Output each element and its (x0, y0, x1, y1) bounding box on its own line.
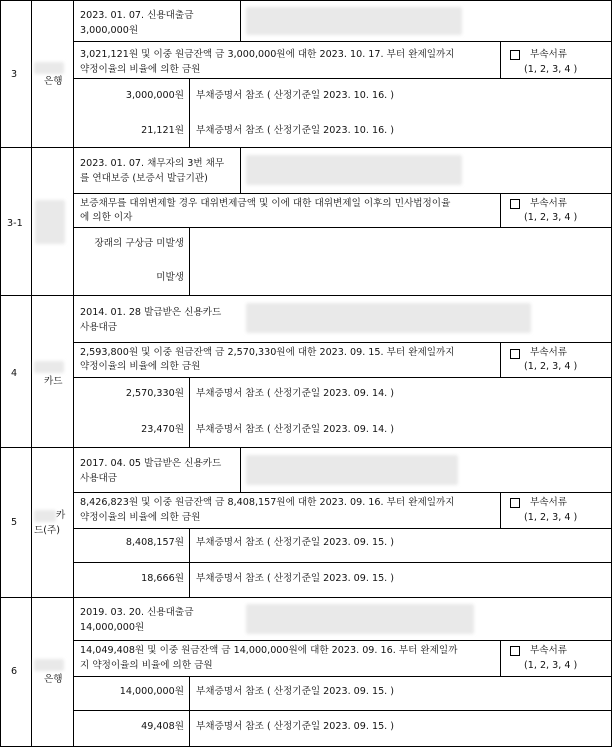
claim-cause-line-1: 보증채무를 대위변제할 경우 대위변제금액 및 이에 대한 대위변제일 이후의 민사법정이율 (80, 198, 451, 209)
attachment-numbers: (1, 2, 3, 4 ) (524, 361, 578, 372)
origin-line-1: 2023. 01. 07. 채무자의 3번 채무 (80, 158, 225, 169)
row-separator (0, 147, 612, 148)
origin-detail-redacted (246, 155, 462, 185)
origin-line-1: 2019. 03. 20. 신용대출금 (80, 607, 194, 618)
column-divider-no (31, 0, 32, 747)
attachment-label: 부속서류 (530, 347, 568, 358)
claim-cause-line-1: 14,049,408원 및 이중 원금잔액 금 14,000,000원에 대한 2023. 09. 16. 부터 완제일까 (80, 645, 458, 656)
claim-cause-line-1: 2,593,800원 및 이중 원금잔액 금 2,570,330원에 대한 2023. 09. 15. 부터 완제일까지 (80, 347, 455, 358)
origin-detail-redacted (246, 455, 458, 485)
origin-line-2: 사용대금 (80, 473, 118, 484)
table-border-top (0, 0, 612, 1)
origin-line-2: 사용대금 (80, 322, 118, 333)
claim-cause-line-1: 3,021,121원 및 이중 원금잔액 금 3,000,000원에 대한 2023. 10. 17. 부터 완제일까지 (80, 49, 455, 60)
row-separator (0, 295, 612, 296)
creditor-name-suffix: 카드 (44, 376, 63, 387)
origin-detail-redacted (246, 7, 462, 35)
amount-basis: 부채증명서 참조 ( 산정기준일 2023. 10. 16. ) (196, 125, 395, 136)
origin-detail-redacted (246, 604, 474, 634)
attachment-numbers: (1, 2, 3, 4 ) (524, 212, 578, 223)
attachment-checkbox[interactable] (510, 50, 520, 60)
future-claim-status: 장래의 구상금 미발생 (94, 238, 184, 249)
attachment-checkbox[interactable] (510, 349, 520, 359)
attachment-checkbox[interactable] (510, 498, 520, 508)
interest-amount: 21,121원 (141, 125, 184, 136)
creditor-name-redacted (34, 361, 64, 373)
interest-amount: 18,666원 (141, 573, 184, 584)
amount-basis: 부채증명서 참조 ( 산정기준일 2023. 09. 14. ) (196, 424, 395, 435)
claim-cause-line-2: 약정이율의 비율에 의한 금원 (80, 361, 201, 372)
origin-line-1: 2023. 01. 07. 신용대출금 (80, 10, 194, 21)
origin-line-2: 3,000,000원 (80, 25, 139, 36)
creditor-name-suffix: 은행 (44, 674, 63, 685)
origin-detail-redacted (246, 303, 531, 333)
attachment-label: 부속서류 (530, 49, 568, 60)
attachment-label: 부속서류 (530, 198, 568, 209)
amount-basis: 부채증명서 참조 ( 산정기준일 2023. 10. 16. ) (196, 90, 395, 101)
creditor-name-redacted (35, 200, 65, 244)
origin-line-1: 2014. 01. 28 발급받은 신용카드 (80, 307, 222, 318)
creditor-name-suffix: 드(주) (34, 525, 61, 536)
amount-basis: 부채증명서 참조 ( 산정기준일 2023. 09. 15. ) (196, 537, 395, 548)
creditor-name-redacted (34, 510, 56, 522)
claim-cause-line-2: 약정이율의 비율에 의한 금원 (80, 512, 201, 523)
creditor-name-suffix: 카 (56, 510, 66, 521)
row-number: 3-1 (7, 218, 23, 229)
attachment-numbers: (1, 2, 3, 4 ) (524, 660, 578, 671)
attachment-label: 부속서류 (530, 645, 568, 656)
creditor-name-suffix: 은행 (44, 76, 63, 87)
claim-cause-line-2: 약정이율의 비율에 의한 금원 (80, 64, 201, 75)
attachment-checkbox[interactable] (510, 646, 520, 656)
claim-cause-line-2: 지 약정이율의 비율에 의한 금원 (80, 660, 213, 671)
table-border-left (0, 0, 1, 747)
attachment-label: 부속서류 (530, 497, 568, 508)
principal-amount: 14,000,000원 (119, 686, 184, 697)
row-number: 4 (11, 368, 18, 379)
principal-amount: 3,000,000원 (125, 90, 184, 101)
creditor-name-redacted (34, 62, 64, 74)
principal-amount: 2,570,330원 (125, 388, 184, 399)
row-number: 6 (11, 666, 18, 677)
claim-cause-line-1: 8,426,823원 및 이중 원금잔액 금 8,408,157원에 대한 2023. 09. 16. 부터 완제일까지 (80, 497, 455, 508)
interest-amount: 23,470원 (141, 424, 184, 435)
creditor-name-redacted (34, 659, 64, 671)
interest-amount: 49,408원 (141, 721, 184, 732)
amount-basis: 부채증명서 참조 ( 산정기준일 2023. 09. 15. ) (196, 686, 395, 697)
column-divider-creditor (73, 0, 74, 747)
future-claim-status: 미발생 (156, 272, 184, 283)
row-number: 3 (11, 69, 18, 80)
amount-basis: 부채증명서 참조 ( 산정기준일 2023. 09. 15. ) (196, 721, 395, 732)
amount-basis: 부채증명서 참조 ( 산정기준일 2023. 09. 14. ) (196, 388, 395, 399)
origin-line-2: 를 연대보증 (보증서 발급기관) (80, 173, 208, 184)
row-separator (0, 597, 612, 598)
attachment-checkbox[interactable] (510, 199, 520, 209)
claim-cause-line-2: 에 의한 이자 (80, 212, 133, 223)
row-number: 5 (11, 517, 18, 528)
amount-basis: 부채증명서 참조 ( 산정기준일 2023. 09. 15. ) (196, 573, 395, 584)
row-separator (0, 447, 612, 448)
principal-amount: 8,408,157원 (125, 537, 184, 548)
origin-line-1: 2017. 04. 05 발급받은 신용카드 (80, 458, 222, 469)
origin-line-2: 14,000,000원 (80, 622, 145, 633)
attachment-numbers: (1, 2, 3, 4 ) (524, 512, 578, 523)
attachment-numbers: (1, 2, 3, 4 ) (524, 64, 578, 75)
